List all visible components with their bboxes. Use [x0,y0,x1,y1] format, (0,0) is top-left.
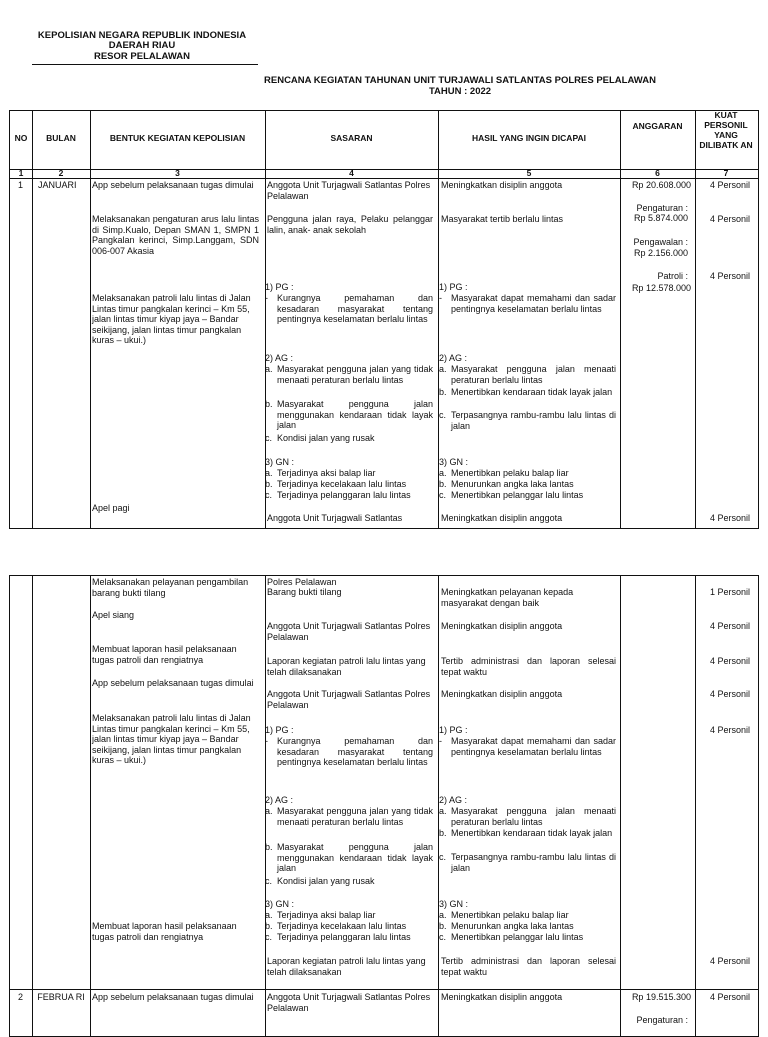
document-title: RENCANA KEGIATAN TAHUNAN UNIT TURJAWALI SATLANTAS POLRES PELALAWAN [264,75,656,86]
budget-total: Rp 19.515.300 [631,992,691,1002]
result-discipline: Meningkatkan disiplin anggota [441,180,563,190]
result-admin: Tertib administrasi dan laporan selesai tepat waktu [441,656,616,677]
target-patrol-report: Laporan kegiatan patroli lalu lintas yang telah dilaksanakan [267,956,426,977]
result-pg-heading: 1) PG : [439,725,468,735]
org-unit: RESOR PELALAWAN [93,51,191,62]
result-ag-item: b. Menertibkan kendaraan tidak layak jalan [439,387,613,397]
target-gn-item: b. Terjadinya kecelakaan lalu lintas [265,921,407,931]
col-header-no: NO [14,133,28,143]
header-underline [32,64,258,65]
target-road-users: Pengguna jalan raya, Pelaku pelanggar lalin, anak- anak sekolah [267,214,433,235]
result-ag-item: c. Terpasangnya rambu-rambu lalu lintas di jalan [439,410,616,431]
result-pg-item: - Masyarakat dapat memahami dan sadar pentingnya keselamatan berlalu lintas [439,736,616,757]
col-header-bulan: BULAN [46,133,76,143]
personnel-count: 4 Personil [709,180,750,190]
activity-noon-parade: Apel siang [92,610,135,620]
activity-patrol-report: Membuat laporan hasil pelaksanaan tugas patroli dan rengiatnya [92,644,237,665]
target-evidence: Barang bukti tilang [267,587,342,597]
target-ag-item: b. Masyarakat pengguna jalan menggunakan kendaraan tidak layak jalan [265,842,433,873]
result-ag-item: b. Menertibkan kendaraan tidak layak jalan [439,828,613,838]
budget-patrol: Rp 12.578.000 [631,283,691,293]
target-gn-item: c. Terjadinya pelanggaran lalu lintas [265,490,411,500]
col-number-7: 7 [723,168,729,178]
target-gn-item: a. Terjadinya aksi balap liar [265,910,376,920]
target-members: Anggota Unit Turjagwali Satlantas Polres Pelalawan [267,621,431,642]
col-header-hasil: HASIL YANG INGIN DICAPAI [472,133,586,143]
personnel-count: 4 Personil [709,656,750,666]
target-patrol-report: Laporan kegiatan patroli lalu lintas yang telah dilaksanakan [267,656,426,677]
result-gn-item: c. Menertibkan pelanggar lalu lintas [439,490,584,500]
target-ag-item: a. Masyarakat pengguna jalan yang tidak menaati peraturan berlalu lintas [265,806,433,827]
result-discipline: Meningkatkan disiplin anggota [441,513,563,523]
org-region: DAERAH RIAU [108,40,176,51]
target-gn-item: c. Terjadinya pelanggaran lalu lintas [265,932,411,942]
activity-briefing: App sebelum pelaksanaan tugas dimulai [92,678,254,688]
row-number: 2 [18,992,24,1002]
activity-patrol: Melaksanakan patroli lalu lintas di Jalan Lintas timur pangkalan kerinci – Km 55, jalan lintas timur kiyap jaya – Bandar seikijang, jalan lintas timur pangkalan kuras – ukui.) [92,713,251,765]
target-members: Anggota Unit Turjagwali Satlantas Polres Pelalawan [267,180,431,201]
activity-patrol: Melaksanakan patroli lalu lintas di Jalan Lintas timur pangkalan kerinci – Km 55, jalan lintas timur kiyap jaya – Bandar seikijang, jalan lintas timur pangkalan kuras – ukui.) [92,293,251,345]
activity-traffic-control: Melaksanakan pengaturan arus lalu lintas di Simp.Kualo, Depan SMAN 1, SMPN 1 Pangkalan kerinci, Simp.Langgam, SDN 006-007 Akasia [92,214,259,256]
target-ag-item: c. Kondisi jalan yang rusak [265,433,375,443]
target-gn-item: b. Terjadinya kecelakaan lalu lintas [265,479,407,489]
result-discipline: Meningkatkan disiplin anggota [441,992,563,1002]
col-number-2: 2 [58,168,64,178]
result-ag-item: a. Masyarakat pengguna jalan menaati peraturan berlalu lintas [439,806,616,827]
activity-evidence-service: Melaksanakan pelayanan pengambilan barang bukti tilang [92,577,249,598]
target-ag-heading: 2) AG : [265,353,294,363]
activity-briefing: App sebelum pelaksanaan tugas dimulai [92,992,254,1002]
col-header-sasaran: SASARAN [330,133,373,143]
result-ag-heading: 2) AG : [439,353,468,363]
target-gn-item: a. Terjadinya aksi balap liar [265,468,376,478]
personnel-count: 4 Personil [709,992,750,1002]
result-pg-item: - Masyarakat dapat memahami dan sadar pentingnya keselamatan berlalu lintas [439,293,616,314]
col-header-kuat-personil: KUAT PERSONIL YANG DILIBATK AN [699,110,753,150]
result-ag-item: a. Masyarakat pengguna jalan menaati peraturan berlalu lintas [439,364,616,385]
budget-total: Rp 20.608.000 [631,180,691,190]
result-gn-heading: 3) GN : [439,457,469,467]
target-members: Anggota Unit Turjagwali Satlantas [267,513,403,523]
activity-morning-parade: Apel pagi [92,503,130,513]
personnel-count: 4 Personil [709,621,750,631]
target-members: Anggota Unit Turjagwali Satlantas Polres Pelalawan [267,992,431,1013]
row-month: JANUARI [38,180,77,190]
result-gn-item: b. Menurunkan angka laka lantas [439,479,574,489]
col-number-3: 3 [175,168,180,178]
result-pg-heading: 1) PG : [439,282,468,292]
target-gn-heading: 3) GN : [265,899,295,909]
personnel-count: 4 Personil [709,689,750,699]
result-discipline: Meningkatkan disiplin anggota [441,621,563,631]
personnel-count: 4 Personil [709,271,750,281]
result-gn-item: c. Menertibkan pelanggar lalu lintas [439,932,584,942]
row-month: FEBRUA RI [37,992,85,1002]
budget-label-control: Pengaturan : [636,203,688,213]
result-discipline: Meningkatkan disiplin anggota [441,689,563,699]
target-pg-item: - Kurangnya pemahaman dan kesadaran masyarakat tentang pentingnya keselamatan berlalu lintas [265,293,433,324]
result-gn-item: a. Menertibkan pelaku balap liar [439,910,569,920]
target-pg-heading: 1) PG : [265,282,294,292]
result-orderly-traffic: Masyarakat tertib berlalu lintas [441,214,564,224]
result-ag-heading: 2) AG : [439,795,468,805]
col-number-1: 1 [18,168,24,178]
target-pg-heading: 1) PG : [265,725,294,735]
personnel-count: 1 Personil [709,587,750,597]
target-ag-item: b. Masyarakat pengguna jalan menggunakan kendaraan tidak layak jalan [265,399,433,430]
activity-briefing: App sebelum pelaksanaan tugas dimulai [92,180,254,190]
activity-patrol-report: Membuat laporan hasil pelaksanaan tugas patroli dan rengiatnya [92,921,237,942]
result-gn-heading: 3) GN : [439,899,469,909]
col-header-anggaran: ANGGARAN [632,121,683,131]
target-members: Anggota Unit Turjagwali Satlantas Polres Pelalawan [267,689,431,710]
budget-control: Rp 5.874.000 [633,213,688,223]
col-number-6: 6 [655,168,660,178]
budget-label-escort: Pengawalan : [633,237,688,247]
target-ag-item: a. Masyarakat pengguna jalan yang tidak menaati peraturan berlalu lintas [265,364,433,385]
result-admin: Tertib administrasi dan laporan selesai tepat waktu [441,956,616,977]
budget-label-control: Pengaturan : [636,1015,688,1025]
row-number: 1 [18,180,24,190]
result-ag-item: c. Terpasangnya rambu-rambu lalu lintas di jalan [439,852,616,873]
result-gn-item: a. Menertibkan pelaku balap liar [439,468,569,478]
personnel-count: 4 Personil [709,725,750,735]
target-ag-heading: 2) AG : [265,795,294,805]
target-gn-heading: 3) GN : [265,457,295,467]
personnel-count: 4 Personil [709,956,750,966]
col-number-5: 5 [526,168,532,178]
budget-escort: Rp 2.156.000 [633,248,688,258]
document-year: TAHUN : 2022 [428,86,492,97]
target-ag-item: c. Kondisi jalan yang rusak [265,876,375,886]
personnel-count: 4 Personil [709,513,750,523]
col-number-4: 4 [349,168,354,178]
result-service: Meningkatkan pelayanan kepada masyarakat dengan baik [441,587,574,608]
target-pg-item: - Kurangnya pemahaman dan kesadaran masyarakat tentang pentingnya keselamatan berlalu lintas [265,736,433,767]
budget-label-patrol: Patroli : [657,271,688,281]
personnel-count: 4 Personil [709,214,750,224]
org-name: KEPOLISIAN NEGARA REPUBLIK INDONESIA [37,30,247,41]
result-gn-item: b. Menurunkan angka laka lantas [439,921,574,931]
col-header-bentuk: BENTUK KEGIATAN KEPOLISIAN [109,133,246,143]
target-polres: Polres Pelalawan [267,577,337,587]
